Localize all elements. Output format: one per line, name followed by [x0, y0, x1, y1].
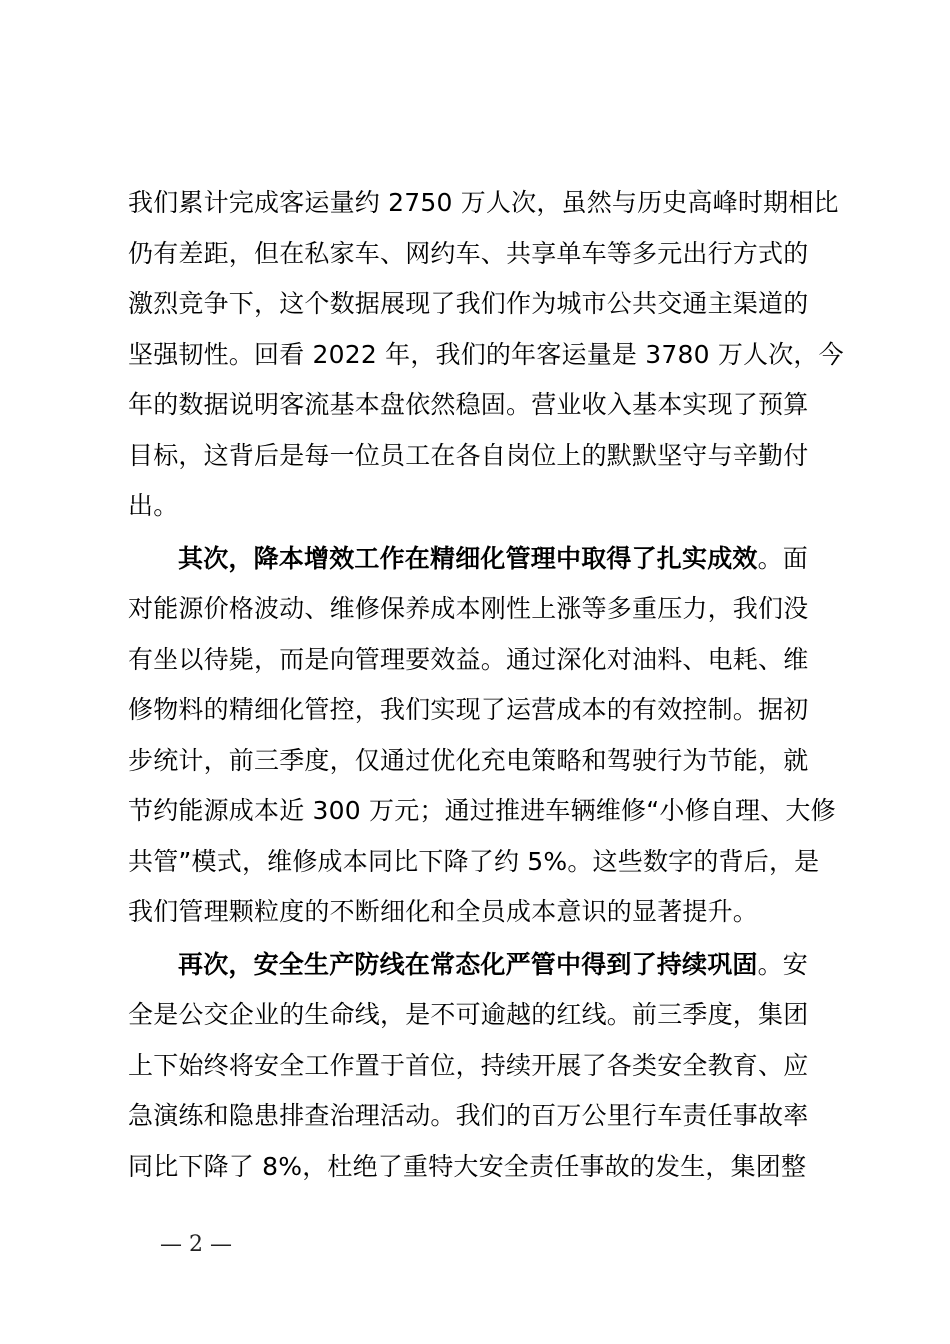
- text-line: 修物料的精细化管控，我们实现了运营成本的有效控制。据初: [128, 695, 809, 724]
- text-line: [128, 534, 828, 585]
- text-line: 步统计，前三季度，仅通过优化充电策略和驾驶行为节能，就: [128, 745, 809, 775]
- heading-tail: 。面: [757, 543, 809, 573]
- text-line: 我们管理颗粒度的不断细化和全员成本意识的显著提升。: [128, 897, 759, 926]
- paragraph-safety: [128, 940, 828, 1193]
- paragraph-passenger-volume: [128, 178, 844, 532]
- text-line: 目标，这背后是每一位员工在各自岗位上的默默坚守与辛勤付: [128, 440, 809, 470]
- text-line: 节约能源成本近 300 万元；通过推进车辆维修“小修自理、大修: [128, 796, 836, 825]
- heading-tail: 。安: [757, 949, 809, 979]
- paragraph-heading: 其次，降本增效工作在精细化管理中取得了扎实成效: [178, 543, 758, 573]
- body-text: [128, 178, 844, 1192]
- text-line: 对能源价格波动、维修保养成本刚性上涨等多重压力，我们没: [128, 594, 809, 623]
- text-line: 坚强韧性。回看 2022 年，我们的年客运量是 3780 万人次，今: [128, 339, 844, 369]
- text-line: 激烈竞争下，这个数据展现了我们作为城市公共交通主渠道的: [128, 289, 809, 318]
- text-line: 共管”模式，维修成本同比下降了约 5%。这些数字的背后，是: [128, 846, 820, 876]
- text-line: 全是公交企业的生命线，是不可逾越的红线。前三季度，集团: [128, 1000, 809, 1029]
- text-line: 年的数据说明客流基本盘依然稳固。营业收入基本实现了预算: [128, 390, 809, 419]
- text-line: 我们累计完成客运量约 2750 万人次，虽然与历史高峰时期相比: [128, 188, 839, 217]
- text-line: 有坐以待毙，而是向管理要效益。通过深化对油料、电耗、维: [128, 644, 809, 674]
- paragraph-cost-reduction: [128, 534, 836, 938]
- text-line: 出。: [128, 491, 179, 520]
- text-line: 急演练和隐患排查治理活动。我们的百万公里行车责任事故率: [128, 1101, 809, 1130]
- paragraph-heading: 再次，安全生产防线在常态化严管中得到了持续巩固: [178, 949, 758, 979]
- text-line: 上下始终将安全工作置于首位，持续开展了各类安全教育、应: [128, 1050, 809, 1080]
- page-number: — 2 —: [160, 1232, 232, 1257]
- text-line: 同比下降了 8%，杜绝了重特大安全责任事故的发生，集团整: [128, 1151, 807, 1181]
- text-line: 仍有差距，但在私家车、网约车、共享单车等多元出行方式的: [128, 238, 809, 268]
- text-line: [128, 940, 828, 991]
